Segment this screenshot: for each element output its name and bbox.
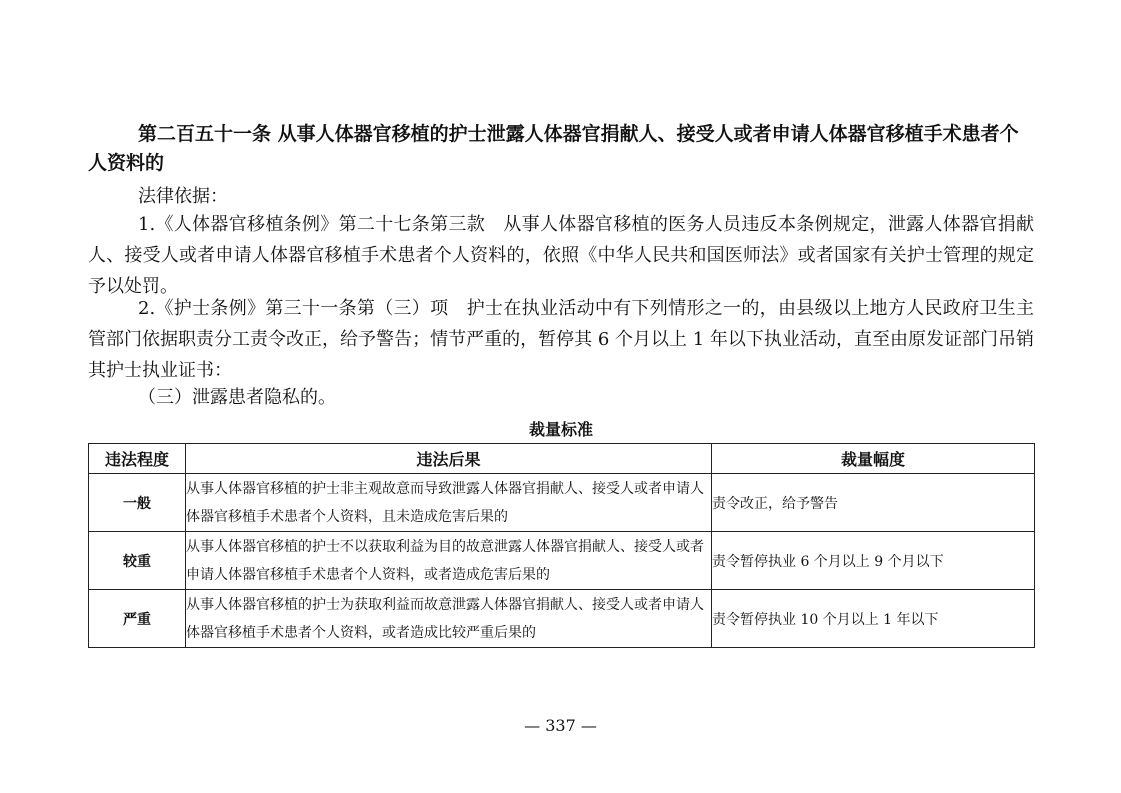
table-row <box>89 590 1035 648</box>
table-row <box>89 474 1035 532</box>
header-penalty-range: 裁量幅度 <box>712 444 1035 474</box>
violation-consequence-cell: 从事人体器官移植的护士不以获取利益为目的故意泄露人体器官捐献人、接受人或者申请人体器官移植手术患者个人资料，或者造成危害后果的 <box>186 532 712 590</box>
legal-basis-paragraph-1: 1.《人体器官移植条例》第二十七条第三款 从事人体器官移植的医务人员违反本条例规定，泄露人体器官捐献人、接受人或者申请人体器官移植手术患者个人资料的，依照《中华人民共和国医师法》或者国家有关护士管理的规定予以处罚。 <box>88 214 1034 297</box>
header-violation-consequence: 违法后果 <box>186 444 712 474</box>
penalty-range-cell: 责令暂停执业 6 个月以上 9 个月以下 <box>712 532 1035 590</box>
table-title: 裁量标准 <box>528 420 593 439</box>
violation-consequence-cell: 从事人体器官移植的护士为获取利益而故意泄露人体器官捐献人、接受人或者申请人体器官移植手术患者个人资料，或者造成比较严重后果的 <box>186 590 712 648</box>
header-violation-level: 违法程度 <box>89 444 186 474</box>
discretion-standards-table <box>88 443 1035 648</box>
penalty-range-cell: 责令暂停执业 10 个月以上 1 年以下 <box>712 590 1035 648</box>
violation-consequence-cell: 从事人体器官移植的护士非主观故意而导致泄露人体器官捐献人、接受人或者申请人体器官移植手术患者个人资料，且未造成危害后果的 <box>186 474 712 532</box>
legal-basis-heading: 法律依据： <box>138 186 228 207</box>
table-row <box>89 532 1035 590</box>
article-title: 第二百五十一条 从事人体器官移植的护士泄露人体器官捐献人、接受人或者申请人体器官移植手术患者个人资料的 <box>88 123 1019 174</box>
legal-basis-paragraph-2: 2.《护士条例》第三十一条第（三）项 护士在执业活动中有下列情形之一的，由县级以上地方人民政府卫生主管部门依据职责分工责令改正，给予警告；情节严重的，暂停其 6 个月以上 1 年以下执业活动，直至由原发证部门吊销其护士执业证书： <box>88 298 1034 381</box>
page-number: — 337 — <box>524 716 597 735</box>
penalty-range-cell: 责令改正，给予警告 <box>712 474 1035 532</box>
violation-level-cell: 一般 <box>89 474 186 532</box>
table-header-row <box>89 444 1035 474</box>
legal-basis-item-3: （三）泄露患者隐私的。 <box>138 387 336 408</box>
violation-level-cell: 严重 <box>89 590 186 648</box>
violation-level-cell: 较重 <box>89 532 186 590</box>
